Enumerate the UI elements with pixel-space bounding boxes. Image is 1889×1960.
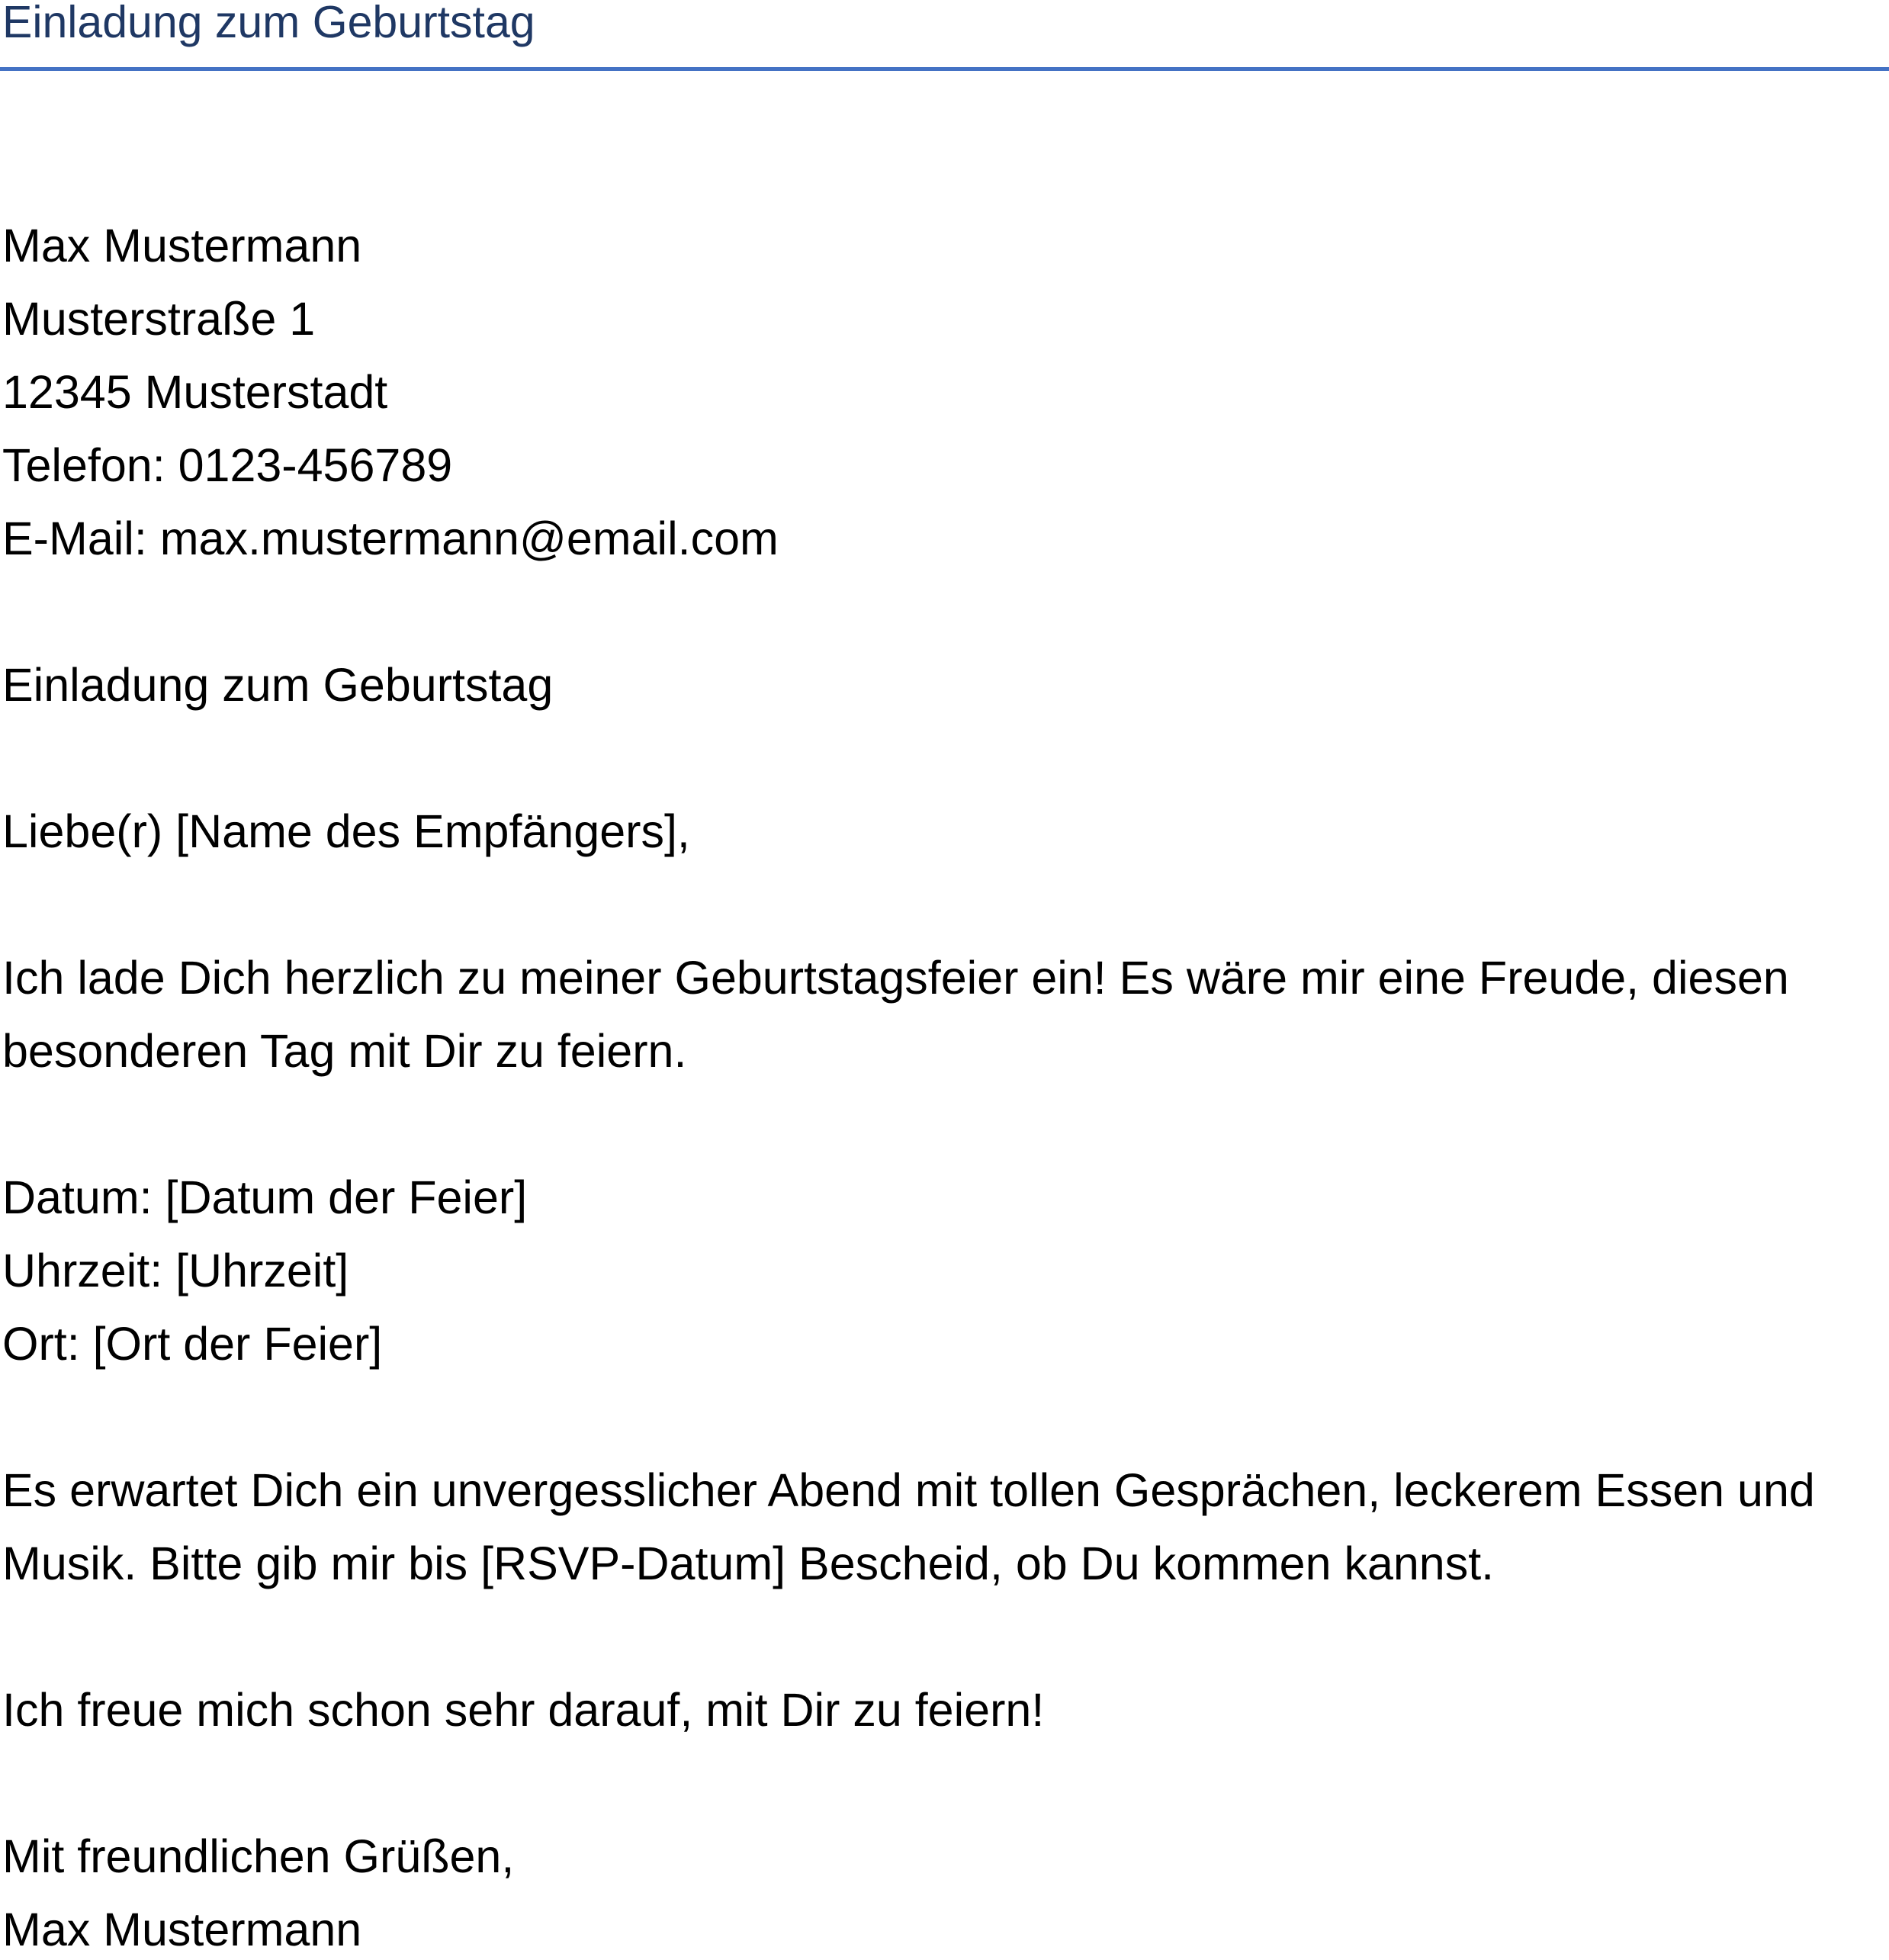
letter-subject: Einladung zum Geburtstag	[2, 659, 554, 711]
detail-time: Uhrzeit: [Uhrzeit]	[2, 1245, 349, 1296]
body-line-2: Musik. Bitte gib mir bis [RSVP-Datum] Bescheid, ob Du kommen kannst.	[2, 1537, 1495, 1589]
intro-line-2: besonderen Tag mit Dir zu feiern.	[2, 1025, 687, 1077]
title-underline	[0, 67, 1889, 71]
detail-date: Datum: [Datum der Feier]	[2, 1171, 528, 1223]
sender-name: Max Mustermann	[2, 220, 362, 272]
sender-city: 12345 Musterstadt	[2, 366, 388, 418]
intro-line-1: Ich lade Dich herzlich zu meiner Geburtstagsfeier ein! Es wäre mir eine Freude, diesen	[2, 952, 1789, 1004]
sender-street: Musterstraße 1	[2, 293, 316, 345]
signoff-name: Max Mustermann	[2, 1904, 362, 1955]
body-line-1: Es erwartet Dich ein unvergesslicher Abend mit tollen Gesprächen, leckerem Essen und	[2, 1464, 1815, 1516]
signoff-greeting: Mit freundlichen Grüßen,	[2, 1830, 515, 1882]
detail-place: Ort: [Ort der Feier]	[2, 1318, 383, 1370]
sender-phone: Telefon: 0123-456789	[2, 439, 453, 491]
closing-sentence: Ich freue mich schon sehr darauf, mit Dir zu feiern!	[2, 1684, 1045, 1736]
salutation: Liebe(r) [Name des Empfängers],	[2, 805, 690, 857]
sender-email: E-Mail: max.mustermann@email.com	[2, 512, 779, 564]
document-title: Einladung zum Geburtstag	[2, 0, 535, 47]
